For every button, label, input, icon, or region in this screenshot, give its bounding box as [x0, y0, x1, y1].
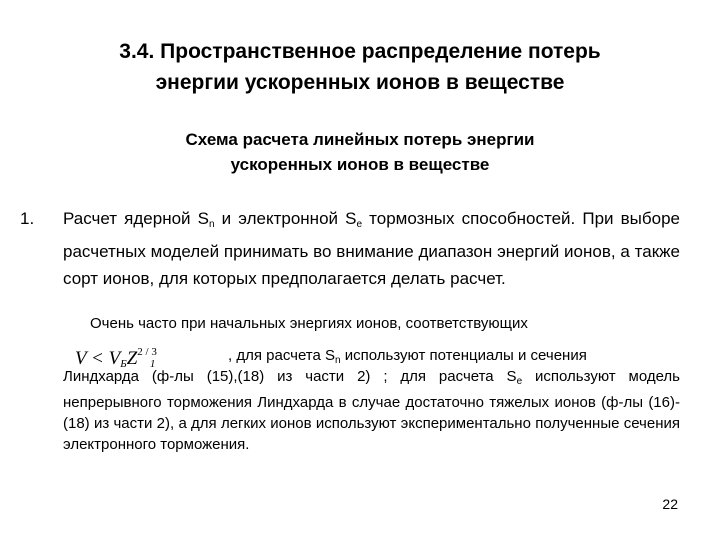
- subtitle-line-1: Схема расчета линейных потерь энергии: [185, 130, 535, 149]
- formula-z-sup: 2 / 3: [137, 346, 157, 358]
- note-line1-part-b: используют потенциалы и сечения: [340, 347, 587, 364]
- title-line-2: энергии ускоренных ионов в веществе: [155, 71, 565, 94]
- note-rest-part-b: используют модель непрерывного торможения Линдхарда в случае достаточно тяжелых ионов (ф-лы (16)-(18) из части 2), а для легких ионов используют экспериментально полученные сечения электронного торможения.: [63, 368, 681, 453]
- note-subscript-n: n: [335, 355, 341, 366]
- note-subscript-e: e: [516, 376, 523, 387]
- subscript-n: n: [209, 219, 215, 230]
- formula-z: Z: [126, 348, 138, 369]
- formula-lt: <: [91, 348, 104, 369]
- list-item-number: 1.: [20, 209, 35, 228]
- title-line-1: 3.4. Пространственное распределение потерь: [119, 40, 601, 63]
- note-line1-part-a: , для расчета S: [228, 347, 336, 364]
- item-text-part-a: Расчет ядерной S: [63, 209, 210, 228]
- note-rest-part-a: Линдхарда (ф-лы (15),(18) из части 2) ; для расчета S: [63, 368, 517, 385]
- formula-vb-sub: Б: [120, 358, 127, 370]
- slide-title: [60, 36, 660, 98]
- note-paragraph: [63, 366, 680, 455]
- page-number: 22: [662, 496, 678, 512]
- note-lead-text: Очень часто при начальных энергиях ионов, соответствующих: [90, 315, 528, 332]
- list-item-text: [63, 205, 680, 292]
- item-text-part-b: и электронной S: [214, 209, 357, 228]
- slide-subtitle: [90, 127, 630, 177]
- item-text-part-c: тормозных способностей. При выборе расчетных моделей принимать во внимание диапазон энергий ионов, а также сорт ионов, для которых предполагается делать расчет.: [63, 209, 680, 288]
- formula-z-sub: 1: [149, 358, 156, 370]
- formula-vb: V: [108, 348, 121, 369]
- subtitle-line-2: ускоренных ионов в веществе: [230, 155, 490, 174]
- formula-v: V: [75, 348, 87, 369]
- energy-condition-formula: [75, 338, 225, 370]
- subscript-e: e: [356, 219, 363, 230]
